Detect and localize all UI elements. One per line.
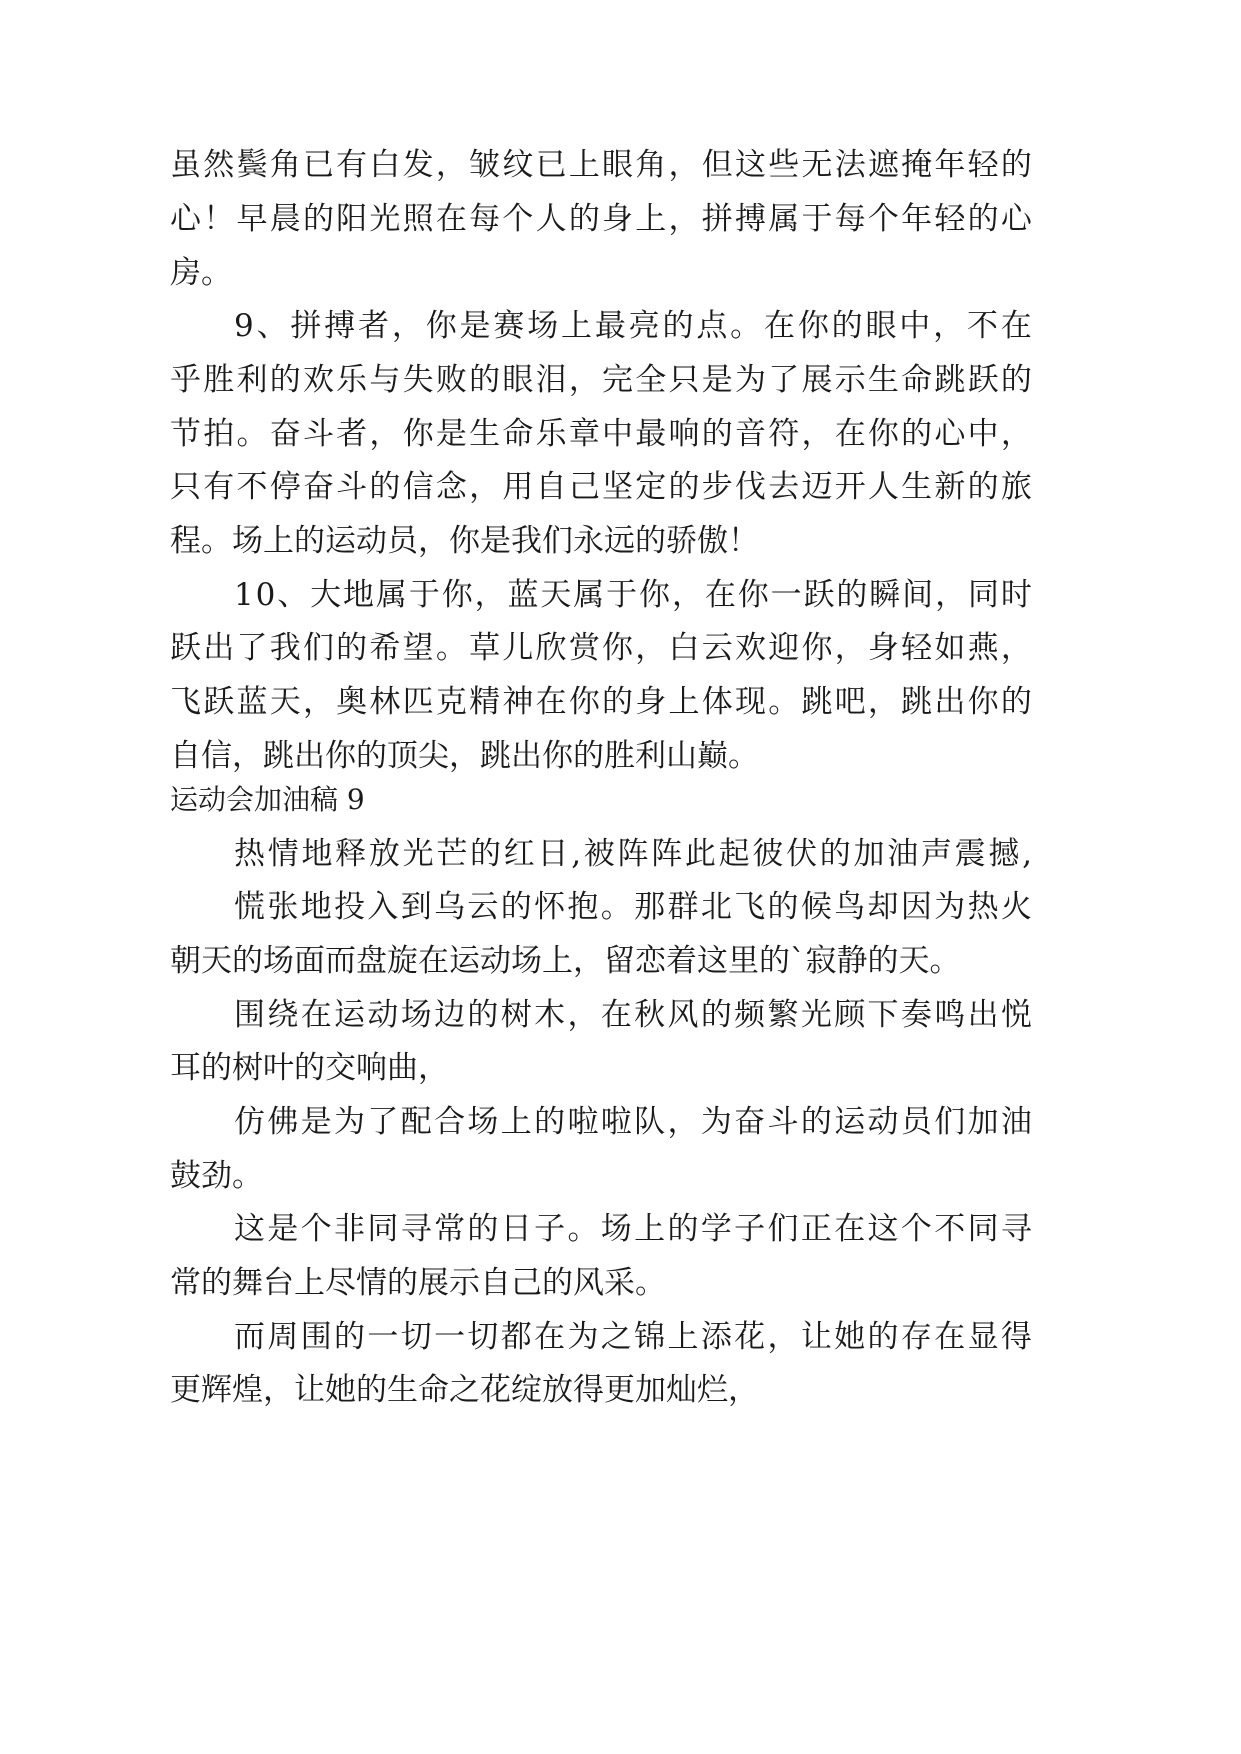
text-line: 乎 胜 利 的 欢 乐 与 失 败 的 眼 泪 ， 完 全 只 是 为 了 展 示 生 命 跳 跃 的: [170, 362, 1032, 398]
text-line: 程。场上的运动员，你是我们永远的骄傲！: [170, 523, 759, 559]
text-line: 只 有 不 停 奋 斗 的 信 念 ， 用 自 己 坚 定 的 步 伐 去 迈 开 人 生 新 的 旅: [170, 469, 1032, 505]
text-line: 虽 然 鬓 角 已 有 白 发 ， 皱 纹 已 上 眼 角 ， 但 这 些 无 法 遮 掩 年 轻 的: [170, 147, 1032, 183]
text-line: 更辉煌，让她的生命之花绽放得更加灿烂，: [170, 1372, 759, 1408]
text-line: 这 是 个 非 同 寻 常 的 日 子 。 场 上 的 学 子 们 正 在 这 个 不 同 寻: [234, 1211, 1032, 1247]
text-line: 9 、 拼 搏 者 ， 你 是 赛 场 上 最 亮 的 点 。 在 你 的 眼 中 ， 不 在: [234, 308, 1032, 344]
text-line: 飞 跃 蓝 天 ， 奥 林 匹 克 精 神 在 你 的 身 上 体 现 。 跳 吧 ， 跳 出 你 的: [170, 684, 1032, 720]
text-line: 房。: [170, 255, 232, 291]
text-line: 热 情 地 释 放 光 芒 的 红 日 , 被 阵 阵 此 起 彼 伏 的 加 油 声 震 撼 ,: [234, 836, 1032, 872]
document-body: [170, 0, 1050, 1754]
section-heading: 运动会加油稿 9: [170, 783, 365, 816]
text-line: 而 周 围 的 一 切 一 切 都 在 为 之 锦 上 添 花 ， 让 她 的 存 在 显 得: [234, 1319, 1032, 1355]
text-line: 1 0 、 大 地 属 于 你 ， 蓝 天 属 于 你 ， 在 你 一 跃 的 瞬 间 ， 同 时: [234, 577, 1032, 613]
text-line: 心 ！ 早 晨 的 阳 光 照 在 每 个 人 的 身 上 ， 拼 搏 属 于 每 个 年 轻 的 心: [170, 201, 1032, 237]
text-line: 慌 张 地 投 入 到 乌 云 的 怀 抱 。 那 群 北 飞 的 候 鸟 却 因 为 热 火: [234, 889, 1032, 925]
text-line: 跃 出 了 我 们 的 希 望 。 草 儿 欣 赏 你 ， 白 云 欢 迎 你 ， 身 轻 如 燕 ，: [170, 630, 1032, 666]
text-line: 自信，跳出你的顶尖，跳出你的胜利山巅。: [170, 738, 759, 774]
text-line: 鼓劲。: [170, 1158, 263, 1194]
text-line: 仿 佛 是 为 了 配 合 场 上 的 啦 啦 队 ， 为 奋 斗 的 运 动 员 们 加 油: [234, 1104, 1032, 1140]
text-line: 朝天的场面而盘旋在运动场上，留恋着这里的`寂静的天。: [170, 943, 961, 979]
text-line: 围 绕 在 运 动 场 边 的 树 木 ， 在 秋 风 的 频 繁 光 顾 下 奏 鸣 出 悦: [234, 997, 1032, 1033]
text-line: 耳的树叶的交响曲，: [170, 1050, 449, 1086]
text-line: 常的舞台上尽情的展示自己的风采。: [170, 1265, 666, 1301]
text-line: 节 拍 。 奋 斗 者 ， 你 是 生 命 乐 章 中 最 响 的 音 符 ， 在 你 的 心 中 ，: [170, 416, 1032, 452]
